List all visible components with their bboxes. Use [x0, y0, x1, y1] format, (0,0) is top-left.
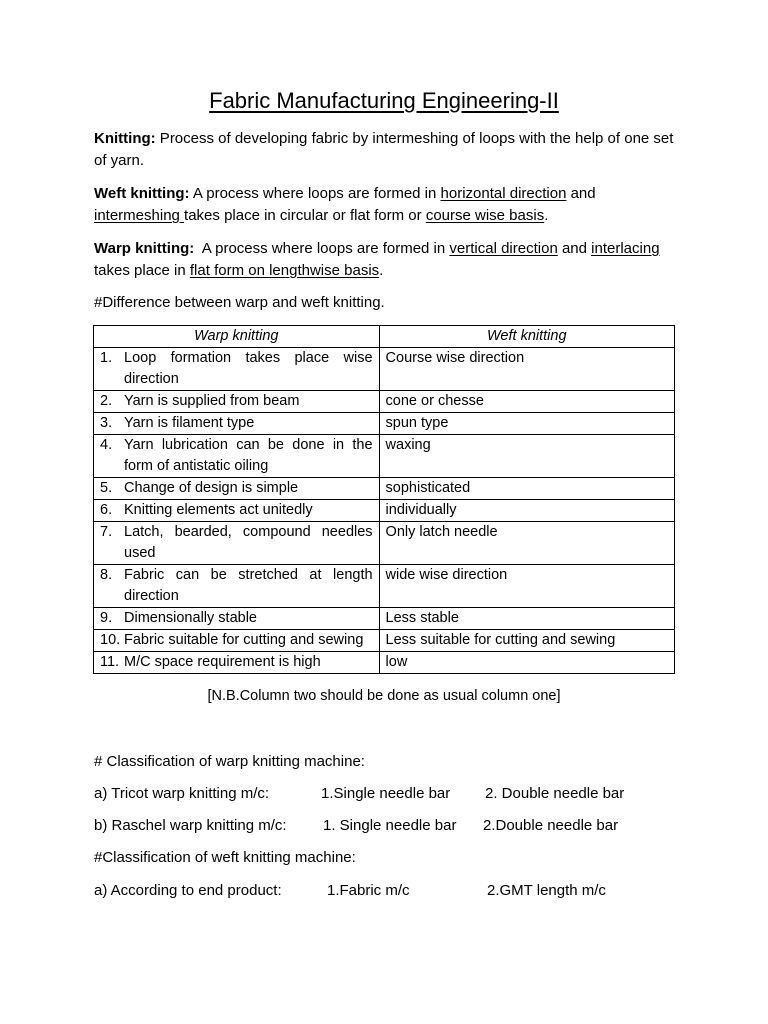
comparison-table — [93, 325, 675, 674]
table-note: [N.B.Column two should be done as usual column one] — [207, 688, 561, 704]
header-warp-knitting: Warp knitting — [94, 326, 380, 348]
warp-machine-heading: # Classification of warp knitting machine: — [94, 753, 365, 770]
warp-text: Knitting elements act unitedly — [124, 502, 313, 518]
tricot-label: a) Tricot warp knitting m/c: — [94, 785, 270, 802]
warp-text: Loop formation takes place wise direction — [124, 350, 373, 387]
weft-cell: waxing — [379, 435, 674, 478]
end-product-option-2: 2.GMT length m/c — [487, 882, 606, 899]
weft-cell: individually — [379, 500, 674, 522]
warp-cell — [94, 565, 380, 608]
weft-cell: Less suitable for cutting and sewing — [379, 630, 674, 652]
warp-text: Fabric can be stretched at length direction — [124, 567, 373, 604]
warp-cell — [94, 348, 380, 391]
warp-text-2: and — [557, 240, 592, 257]
warp-text: Latch, bearded, compound needles used — [124, 524, 373, 561]
knitting-text: Process of developing fabric by intermeshing of loops with the help of one set of yarn. — [94, 130, 674, 169]
warp-underlined-1: vertical direction — [449, 240, 558, 257]
warp-text: Yarn is supplied from beam — [124, 393, 300, 409]
warp-text: Dimensionally stable — [124, 610, 257, 626]
end-product-label: a) According to end product: — [94, 882, 282, 899]
table-row — [94, 630, 675, 652]
table-row — [94, 391, 675, 413]
table-row — [94, 652, 675, 674]
warp-cell — [94, 478, 380, 500]
weft-underlined-3: course wise basis — [425, 207, 545, 224]
difference-heading: #Difference between warp and weft knitting. — [94, 294, 385, 311]
warp-cell — [94, 608, 380, 630]
weft-cell: Less stable — [379, 608, 674, 630]
table-row — [94, 478, 675, 500]
warp-text-3: takes place in — [94, 262, 190, 279]
warp-cell — [94, 652, 380, 674]
table-row — [94, 348, 675, 391]
raschel-label: b) Raschel warp knitting m/c: — [94, 817, 287, 834]
table-row — [94, 413, 675, 435]
knitting-definition — [94, 128, 684, 172]
warp-cell — [94, 500, 380, 522]
row-number: 2. — [100, 393, 113, 409]
weft-cell: wide wise direction — [379, 565, 674, 608]
warp-text: M/C space requirement is high — [124, 654, 321, 670]
table-row — [94, 608, 675, 630]
header-weft-knitting: Weft knitting — [379, 326, 674, 348]
weft-cell: Course wise direction — [379, 348, 674, 391]
weft-text-3: takes place in circular or flat form or — [184, 207, 426, 224]
table-row — [94, 435, 675, 478]
raschel-option-1: 1. Single needle bar — [323, 817, 457, 834]
warp-underlined-3: flat form on lengthwise basis — [189, 262, 380, 279]
warp-cell — [94, 413, 380, 435]
raschel-option-2: 2.Double needle bar — [483, 817, 619, 834]
weft-cell: cone or chesse — [379, 391, 674, 413]
weft-cell: spun type — [379, 413, 674, 435]
table-row — [94, 500, 675, 522]
weft-underlined-2: intermeshing — [94, 207, 185, 224]
row-number: 10. — [100, 632, 121, 648]
warp-text: Yarn lubrication can be done in the form of antistatic oiling — [124, 437, 373, 474]
end-product-option-1: 1.Fabric m/c — [327, 882, 410, 899]
warp-text-4: . — [379, 262, 384, 279]
warp-cell — [94, 391, 380, 413]
warp-knitting-definition — [94, 238, 684, 282]
row-number: 5. — [100, 480, 113, 496]
weft-cell: sophisticated — [379, 478, 674, 500]
weft-cell: Only latch needle — [379, 522, 674, 565]
row-number: 6. — [100, 502, 113, 518]
warp-text-1: A process where loops are formed in — [194, 240, 450, 257]
warp-text: Yarn is filament type — [124, 415, 255, 431]
weft-underlined-1: horizontal direction — [440, 185, 567, 202]
warp-term: Warp knitting: — [94, 240, 195, 257]
weft-text-4: . — [544, 207, 549, 224]
weft-text-2: and — [566, 185, 596, 202]
knitting-term: Knitting: — [94, 130, 156, 147]
weft-text-1: A process where loops are formed in — [189, 185, 441, 202]
table-header-row — [94, 326, 675, 348]
weft-term: Weft knitting: — [94, 185, 190, 202]
table-row — [94, 565, 675, 608]
weft-cell: low — [379, 652, 674, 674]
warp-cell — [94, 435, 380, 478]
row-number: 9. — [100, 610, 113, 626]
row-number: 3. — [100, 415, 113, 431]
document-title: Fabric Manufacturing Engineering-II — [209, 88, 559, 113]
row-number: 1. — [100, 350, 113, 366]
weft-knitting-definition — [94, 183, 684, 227]
table-row — [94, 522, 675, 565]
row-number: 4. — [100, 437, 113, 453]
warp-cell — [94, 630, 380, 652]
tricot-option-2: 2. Double needle bar — [485, 785, 625, 802]
row-number: 11. — [100, 654, 120, 670]
row-number: 7. — [100, 524, 113, 540]
raschel-line — [94, 817, 714, 834]
tricot-option-1: 1.Single needle bar — [321, 785, 451, 802]
warp-cell — [94, 522, 380, 565]
weft-machine-heading: #Classification of weft knitting machine: — [94, 849, 356, 866]
tricot-line — [94, 785, 714, 802]
warp-text: Change of design is simple — [124, 480, 299, 496]
warp-underlined-2: interlacing — [591, 240, 660, 257]
warp-text: Fabric suitable for cutting and sewing — [124, 632, 364, 648]
end-product-line — [94, 882, 714, 899]
row-number: 8. — [100, 567, 113, 583]
